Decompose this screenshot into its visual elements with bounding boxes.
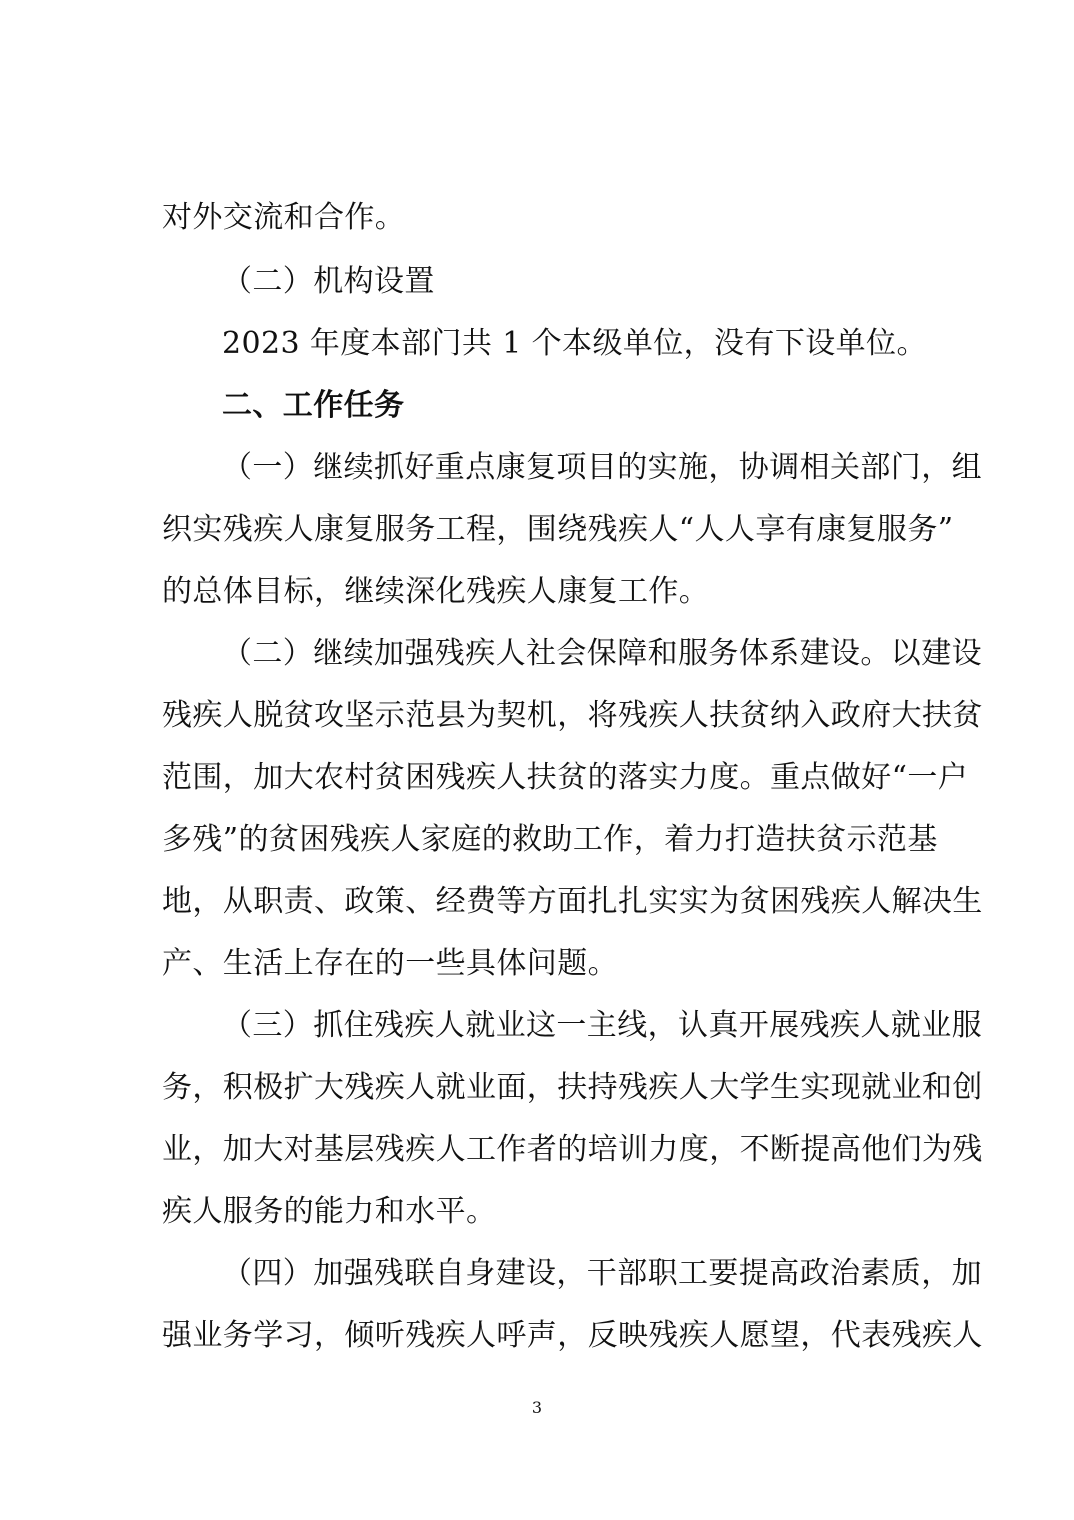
text-line: 业，加大对基层残疾人工作者的培训力度，不断提高他们为残: [162, 1132, 983, 1167]
text-line: 织实残疾人康复服务工程，围绕残疾人“人人享有康复服务”: [162, 512, 954, 547]
text-line: 产、生活上存在的一些具体问题。: [162, 946, 618, 981]
text-line: （二）继续加强残疾人社会保障和服务体系建设。以建设: [222, 636, 982, 671]
text-line: 2023 年度本部门共 1 个本级单位，没有下设单位。: [222, 326, 927, 361]
text-line: 残疾人脱贫攻坚示范县为契机，将残疾人扶贫纳入政府大扶贫: [162, 698, 983, 733]
chapter-heading: 二、工作任务: [222, 388, 405, 423]
text-line: 务，积极扩大残疾人就业面，扶持残疾人大学生实现就业和创: [162, 1070, 983, 1105]
text-line: （三）抓住残疾人就业这一主线，认真开展残疾人就业服: [222, 1008, 982, 1043]
text-line: 强业务学习，倾听残疾人呼声，反映残疾人愿望，代表残疾人: [162, 1318, 983, 1353]
page-number: 3: [531, 1398, 543, 1417]
text-line: （一）继续抓好重点康复项目的实施，协调相关部门，组: [222, 450, 982, 485]
text-line: 范围，加大农村贫困残疾人扶贫的落实力度。重点做好“一户: [162, 760, 969, 795]
section-heading: （二）机构设置: [222, 264, 435, 299]
text-line: 地，从职责、政策、经费等方面扎扎实实为贫困残疾人解决生: [162, 884, 983, 919]
text-line: 的总体目标，继续深化残疾人康复工作。: [162, 574, 710, 609]
text-line: 疾人服务的能力和水平。: [162, 1194, 497, 1229]
text-line: 多残”的贫困残疾人家庭的救助工作，着力打造扶贫示范基: [162, 822, 938, 857]
text-line: 对外交流和合作。: [162, 200, 406, 235]
text-line: （四）加强残联自身建设，干部职工要提高政治素质，加: [222, 1256, 982, 1291]
